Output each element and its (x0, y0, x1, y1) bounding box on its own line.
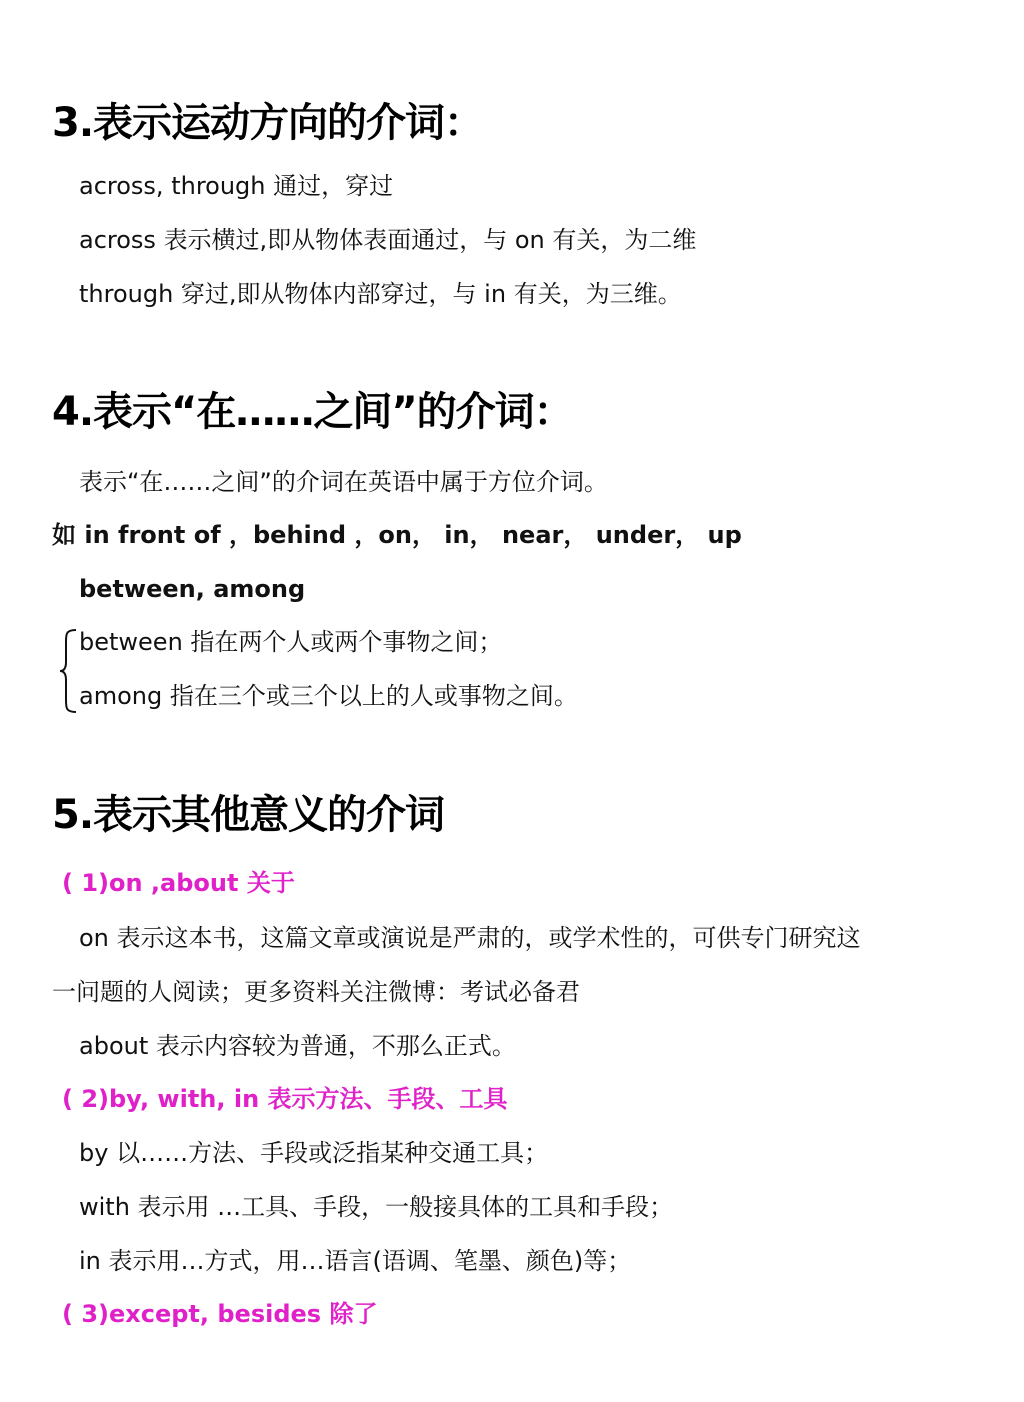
section-5-heading: 5.表示其他意义的介词 (52, 792, 445, 838)
section-4-brace-item-between: between 指在两个人或两个事物之间； (79, 628, 503, 656)
section-5-sub-1-line-2: 一问题的人阅读；更多资料关注微博：考试必备君 (52, 978, 580, 1006)
section-5-sub-1-title: ( 1)on ,about 关于 (62, 869, 295, 897)
section-4-intro: 表示“在……之间”的介词在英语中属于方位介词。 (79, 468, 608, 496)
section-5-sub-2-title: ( 2)by, with, in 表示方法、手段、工具 (62, 1085, 508, 1113)
section-5-sub-3-title: ( 3)except, besides 除了 (62, 1300, 378, 1328)
section-5-sub-2-line-1: by 以……方法、手段或泛指某种交通工具； (79, 1139, 549, 1167)
section-3-line-2: across 表示横过,即从物体表面通过，与 on 有关，为二维 (79, 226, 697, 254)
section-5-sub-1-line-1: on 表示这本书，这篇文章或演说是严肃的，或学术性的，可供专门研究这 (79, 924, 861, 952)
section-5-sub-2-line-3: in 表示用…方式，用…语言(语调、笔墨、颜色)等； (79, 1247, 632, 1275)
section-4-between-among: between, among (79, 575, 306, 603)
section-5-sub-1-line-3: about 表示内容较为普通，不那么正式。 (79, 1032, 516, 1060)
section-3-line-3: through 穿过,即从物体内部穿过，与 in 有关，为三维。 (79, 280, 682, 308)
section-4-examples: 如 in front of ，behind ，on， in， near， under， up (52, 521, 742, 549)
section-4-heading: 4.表示“在……之间”的介词： (52, 389, 573, 435)
section-3-heading: 3.表示运动方向的介词： (52, 100, 484, 146)
section-3-line-1: across, through 通过，穿过 (79, 172, 394, 200)
section-4-brace-item-among: among 指在三个或三个以上的人或事物之间。 (79, 682, 578, 710)
curly-brace-icon (58, 628, 80, 714)
section-5-sub-2-line-2: with 表示用 …工具、手段，一般接具体的工具和手段； (79, 1193, 674, 1221)
